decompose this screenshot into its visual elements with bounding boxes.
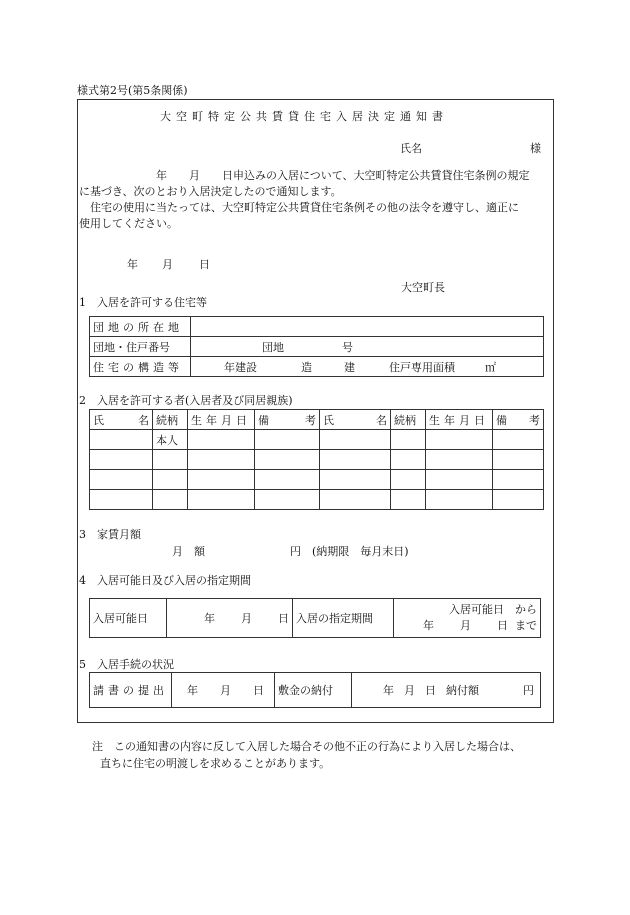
section3-heading: 3 家賃月額: [79, 528, 141, 541]
body-line-3: 住宅の使用に当たっては、大空町特定公共賃貸住宅条例その他の法令を遵守し、適正に: [79, 201, 519, 214]
period-label: 入居の指定期間: [293, 599, 394, 638]
residents-row: [90, 450, 544, 470]
residents-table: [89, 409, 544, 510]
document-title: 大空町特定公共賃貸住宅入居決定通知書: [160, 110, 448, 123]
residents-row: [90, 490, 544, 510]
body-line-1: 年 月 日申込みの入居について、大空町特定公共賃貸住宅条例の規定: [79, 169, 530, 182]
structure-label: 住宅の構造等: [90, 357, 191, 377]
rent-deadline: (納期限 毎月末日): [312, 545, 409, 558]
submission-date: 年 月 日: [172, 673, 275, 708]
deposit-value: 年 月 日 納付額 円: [352, 673, 541, 708]
residents-row: [90, 430, 544, 450]
body-paragraph: [79, 168, 553, 232]
form-number: 様式第2号(第5条関係): [77, 84, 188, 97]
self-label: 本人: [153, 430, 188, 450]
location-value: [191, 317, 544, 337]
move-in-table: [89, 598, 541, 638]
rent-amount-label: 月 額: [172, 545, 205, 558]
location-label: 団地の所在地: [90, 317, 191, 337]
body-line-4: 使用してください。: [79, 217, 178, 230]
note-line-2: 直ちに住宅の明渡しを求めることがあります。: [100, 757, 331, 770]
procedure-table: [89, 672, 541, 708]
date-year: 年: [127, 258, 138, 271]
section4-heading: 4 入居可能日及び入居の指定期間: [79, 574, 251, 587]
unit-number-label: 団地・住戸番号: [90, 337, 191, 357]
period-value: 入居可能日 から 年 月 日 まで: [394, 599, 541, 638]
recipient-name-label: 氏名: [400, 142, 422, 155]
section2-heading: 2 入居を許可する者(入居者及び同居親族): [79, 394, 293, 407]
available-date-value: 年 月 日: [167, 599, 293, 638]
unit-number-value: 団地 号: [191, 337, 544, 357]
available-date-label: 入居可能日: [90, 599, 167, 638]
structure-value: 年建設 造 建 住戸専用面積 ㎡: [191, 357, 544, 377]
issuer: 大空町長: [401, 281, 445, 294]
date-day: 日: [199, 258, 210, 271]
section5-heading: 5 入居手続の状況: [79, 658, 174, 671]
recipient-honorific: 様: [530, 142, 541, 155]
date-month: 月: [162, 258, 173, 271]
body-line-2: に基づき、次のとおり入居決定したので通知します。: [79, 185, 342, 198]
residents-row: [90, 470, 544, 490]
deposit-label: 敷金の納付: [275, 673, 352, 708]
residents-header: 氏 名 続柄 生年月日 備 考 氏 名 続柄 生年月日 備 考: [90, 410, 544, 430]
submission-label: 請書の提出: [90, 673, 172, 708]
section1-heading: 1 入居を許可する住宅等: [79, 296, 207, 309]
rent-yen: 円: [290, 545, 301, 558]
note-line-1: 注 この通知書の内容に反して入居した場合その他不正の行為により入居した場合は、: [92, 740, 521, 753]
housing-table: [89, 316, 544, 377]
